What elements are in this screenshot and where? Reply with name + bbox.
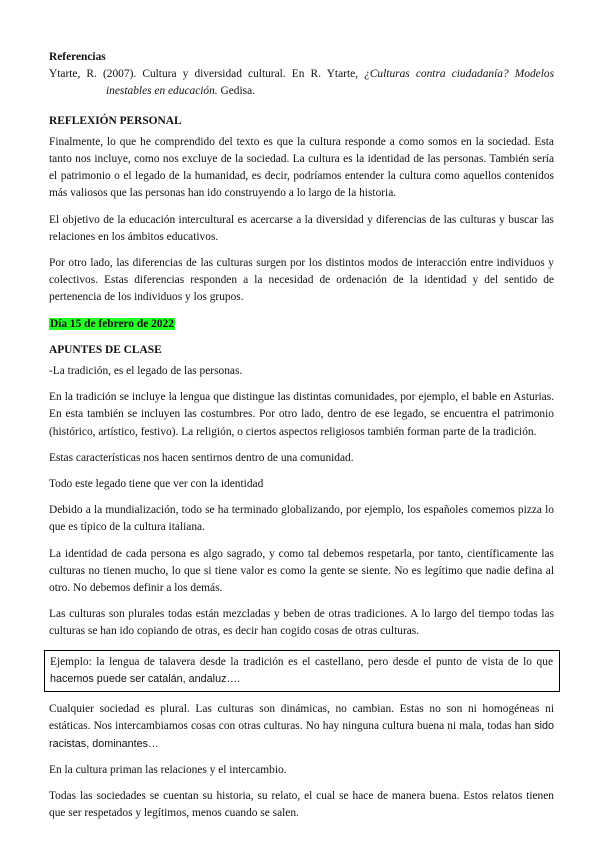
reference-publisher: Gedisa.: [217, 85, 255, 98]
apuntes-title: APUNTES DE CLASE: [49, 343, 162, 356]
reference-entry: [49, 66, 554, 100]
apuntes-paragraph: Estas características nos hacen sentirnos dentro de una comunidad.: [49, 451, 354, 464]
apuntes-paragraph: La identidad de cada persona es algo sagrado, y como tal debemos respetarla, por tanto, científicamente las culturas no tienen mucho, lo que si tiene valor es como la gente se siente. No es legítimo que nadie defina al otro. No debemos definir a los demás.: [49, 547, 554, 595]
example-box: [44, 650, 560, 692]
apuntes-paragraph: Todo este legado tiene que ver con la identidad: [49, 478, 264, 491]
reflexion-paragraph: El objetivo de la educación intercultural es acercarse a la diversidad y diferencias de las culturas y buscar las relaciones en los ámbitos educativos.: [49, 213, 554, 243]
references-title: Referencias: [49, 51, 106, 63]
apuntes-paragraph: [49, 701, 554, 753]
apuntes-paragraph: Las culturas son plurales todas están mezcladas y beben de otras tradiciones. A lo largo del tiempo todas las culturas se han ido copiando de otras, es decir han cogido cosas de otras culturas.: [49, 608, 554, 638]
reflexion-paragraph: Por otro lado, las diferencias de las culturas surgen por los distintos modos de interacción entre individuos y colectivos. Estas diferencias responden a la necesidad de ordenación de la identidad y del sentido de pertenencia de los individuos y los grupos.: [49, 257, 554, 304]
document-page: [49, 49, 554, 831]
example-text-sans: hacemos puede ser catalán, andaluz….: [50, 672, 241, 685]
plural-text-sans: sido racistas, dominantes…: [49, 720, 554, 750]
example-text: [50, 654, 553, 688]
reflexion-title: REFLEXIÓN PERSONAL: [49, 114, 182, 127]
plural-text-serif: Cualquier sociedad es plural. Las culturas son dinámicas, no cambian. Estas no son ni homogéneas ni estáticas. Nos intercambiamos cosas con otras culturas. No hay ninguna cultura buena ni mala, todas han: [49, 703, 554, 733]
apuntes-paragraph: En la tradición se incluye la lengua que distingue las distintas comunidades, por ejemplo, el bable en Asturias. En esta también se incluyen las costumbres. Por otro lado, dentro de ese legado, se encuentra el patrimonio (histórico, artístico, festivo). La religión, o ciertos aspectos religiosos también forman parte de la tradición.: [49, 391, 554, 438]
apuntes-paragraph: Debido a la mundialización, todo se ha terminado globalizando, por ejemplo, los españoles comemos pizza lo que es típico de la cultura italiana.: [49, 504, 554, 534]
apuntes-paragraph: En la cultura priman las relaciones y el intercambio.: [49, 763, 287, 776]
date-highlight: Día 15 de febrero de 2022: [50, 317, 174, 330]
example-text-serif: Ejemplo: la lengua de talavera desde la tradición es el castellano, pero desde el punto de vista de lo que: [50, 655, 553, 668]
reflexion-paragraph: Finalmente, lo que he comprendido del texto es que la cultura responde a como somos en la sociedad. Esta tanto nos incluye, como nos excluye de la sociedad. La cultura es la identidad de las personas. También sería el patrimonio o el legado de la humanidad, es decir, podríamos entender la cultura como aquellos contenidos más valiosos que las personas han ido construyendo a lo largo de la historia.: [49, 135, 554, 200]
apuntes-paragraph: -La tradición, es el legado de las personas.: [49, 365, 243, 378]
reference-text: Ytarte, R. (2007). Cultura y diversidad cultural. En R. Ytarte,: [49, 68, 365, 81]
reference-book-title: ¿Culturas contra ciudadanía? Modelos inestables en educación.: [106, 68, 555, 98]
date-heading: [49, 316, 554, 333]
apuntes-paragraph: Todas las sociedades se cuentan su historia, su relato, el cual se hace de manera buena. Estos relatos tienen que ser respetados y legítimos, menos cuando se salen.: [49, 789, 554, 820]
